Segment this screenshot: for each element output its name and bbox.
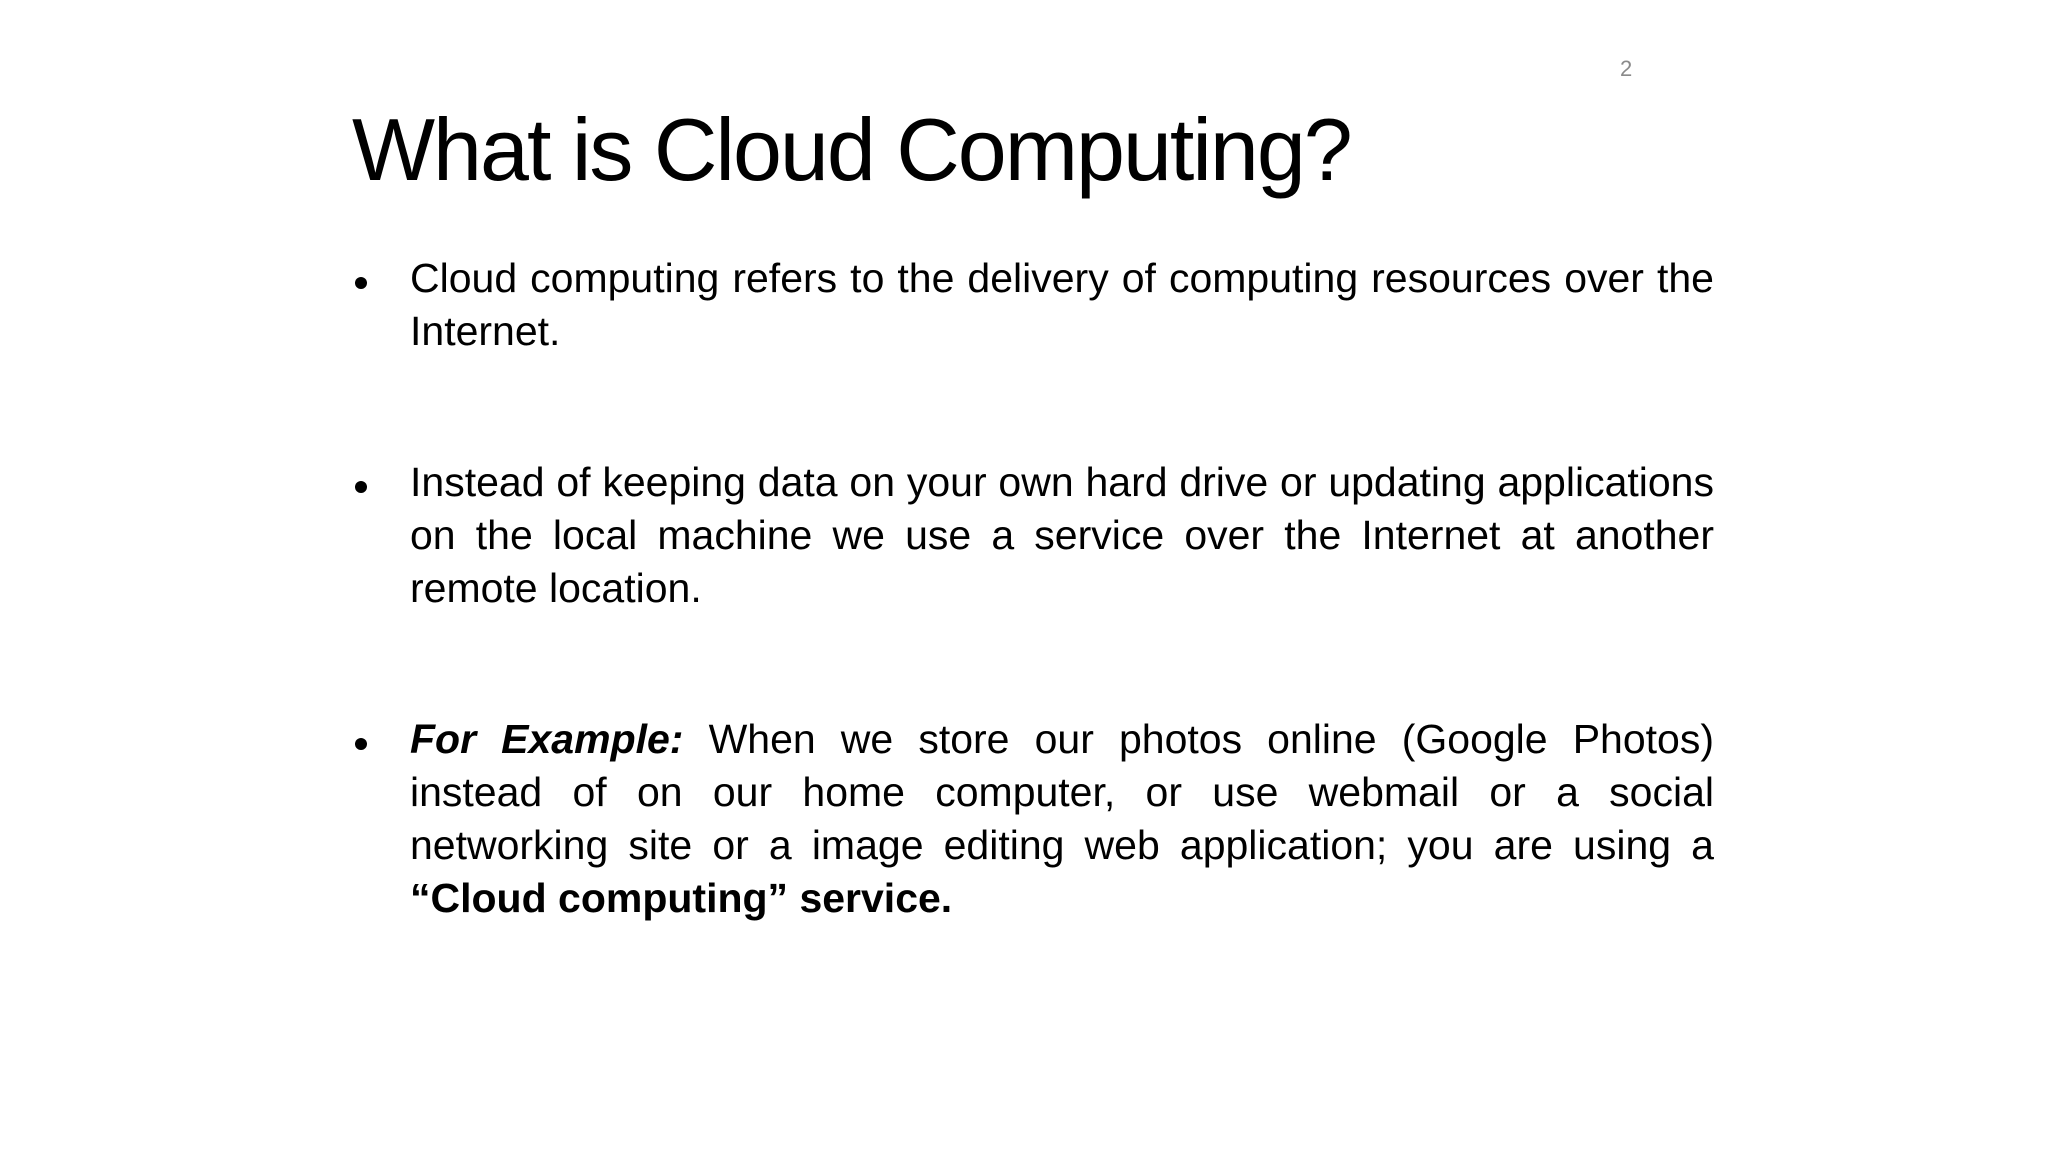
bullet-item [352, 713, 1714, 925]
bullet-dot-icon [355, 738, 367, 750]
bullet-list [352, 252, 1714, 925]
bullet-item [352, 252, 1714, 358]
bullet-text: Instead of keeping data on your own hard drive or updating applications on the local machine we use a service over the Internet at another remote location. [410, 459, 1714, 611]
cloud-computing-service-emphasis: “Cloud computing” service. [410, 875, 953, 921]
bullet-text: When we store our photos online (Google Photos) instead of on our home computer, or use webmail or a social networking site or a image editing web application; you are using a [410, 716, 1714, 868]
page-number: 2 [1620, 56, 1633, 81]
slide-title: What is Cloud Computing? [352, 100, 1351, 199]
bullet-text: Cloud computing refers to the delivery of computing resources over the Internet. [410, 255, 1714, 354]
bullet-dot-icon [355, 277, 367, 289]
bullet-dot-icon [355, 481, 367, 493]
example-lead: For Example: [410, 716, 684, 762]
bullet-item [352, 456, 1714, 615]
